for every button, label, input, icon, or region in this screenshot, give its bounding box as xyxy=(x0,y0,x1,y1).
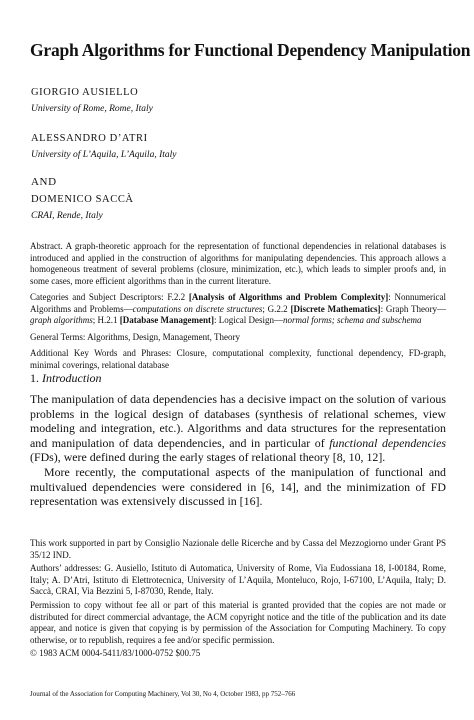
category-text: ; H.2.1 xyxy=(92,315,120,325)
abstract-block xyxy=(30,241,446,376)
category-italic: graph algorithms xyxy=(30,315,93,325)
intro-text: The manipulation of data dependencies has a decisive impact on the solution of various problems in the logical design of databases (synthesis of relational schemes, view modeling and integration, etc.). Algorithms and data structures for the representation and manipulation of data dependencies, and in particular of xyxy=(30,392,446,450)
footnotes-block xyxy=(30,538,446,662)
general-terms: General Terms: Algorithms, Design, Management, Theory xyxy=(30,331,240,342)
keywords: Additional Key Words and Phrases: Closure, computational complexity, functional dependency, FD-graph, minimal coverings, relational database xyxy=(30,348,446,370)
category-italic: computations on discrete structures xyxy=(132,303,263,314)
author-3 xyxy=(31,194,451,221)
category-text: : Logical Design— xyxy=(214,315,283,325)
author-1 xyxy=(31,87,451,114)
paper-title: Graph Algorithms for Functional Dependency Manipulation xyxy=(30,40,471,60)
category-analysis: [Analysis of Algorithms and Problem Complexity] xyxy=(188,292,389,302)
introduction-body xyxy=(30,392,446,509)
section-title: Introduction xyxy=(42,371,102,385)
category-database: [Database Management] xyxy=(119,315,214,325)
intro-italic-term: functional dependencies xyxy=(329,435,446,450)
author-affiliation: University of Rome, Rome, Italy xyxy=(31,104,153,114)
author-affiliation: University of L’Aquila, L’Aquila, Italy xyxy=(31,150,177,160)
intro-paragraph-2: More recently, the computational aspects of the manipulation of functional and multivalued dependencies were considered in [6, 14], and the minimization of FD representation was extensively discussed in [16]. xyxy=(30,464,446,509)
footnote-addresses: Authors’ addresses: G. Ausiello, Istituto di Automatica, University of Rome, Via Eudossiana 18, I-00184, Rome, Italy; A. D’Atri, Istituto di Elettrotecnica, University of L’Aquila, Monteluco, Rojo, I-67100, L’Aquila, Italy; D. Saccà, CRAI, Via Bezzini 5, I-87030, Rende, Italy. xyxy=(30,563,446,597)
intro-paragraph-1 xyxy=(30,392,446,465)
author-name: ALESSANDRO D’ATRI xyxy=(31,133,148,144)
author-name: DOMENICO SACCÀ xyxy=(31,194,134,205)
abstract-text: Abstract. A graph-theoretic approach for the representation of functional dependencies in relational databases is introduced and applied in the construction of algorithms for manipulating dependencies. This approach allows a homogeneous treatment of several problems (closure, minimization, etc.), which leads to simpler proofs and, in some cases, more efficient algorithms than in the current literature. xyxy=(30,241,446,286)
footnote-support: This work supported in part by Consiglio Nazionale delle Ricerche and by Cassa del Mezzogiorno under Grant PS 35/12 IND. xyxy=(30,538,446,560)
category-italic: normal forms; schema and subschema xyxy=(283,315,422,325)
author-affiliation: CRAI, Rende, Italy xyxy=(31,211,103,221)
author-2 xyxy=(31,133,451,160)
section-number: 1. xyxy=(30,371,39,385)
intro-text: (FDs), were defined during the early stages of relational theory [8, 10, 12]. xyxy=(30,450,386,465)
author-name: GIORGIO AUSIELLO xyxy=(31,87,139,98)
section-heading xyxy=(30,371,102,386)
category-text: : Nonnumerical Algorithms and Problems— xyxy=(30,292,446,314)
categories-lead: Categories and Subject Descriptors: F.2.2 xyxy=(30,292,186,302)
category-text: ; G.2.2 xyxy=(262,303,291,314)
footnote-copyright: © 1983 ACM 0004-5411/83/1000-0752 $00.75 xyxy=(30,648,201,659)
category-discrete: [Discrete Mathematics] xyxy=(290,303,381,314)
author-conjunction: AND xyxy=(31,176,57,188)
footnote-permission: Permission to copy without fee all or part of this material is granted provided that the copies are not made or distributed for direct commercial advantage, the ACM copyright notice and the title of the publication and its date appear, and notice is given that copying is by permission of the Association for Computing Machinery. To copy otherwise, or to republish, requires a fee and/or specific permission. xyxy=(30,599,446,645)
journal-citation: Journal of the Association for Computing Machinery, Vol 30, No 4, October 1983, pp 752–766 xyxy=(30,690,296,698)
categories-descriptors xyxy=(30,292,446,327)
category-text: : Graph Theory— xyxy=(380,303,446,314)
